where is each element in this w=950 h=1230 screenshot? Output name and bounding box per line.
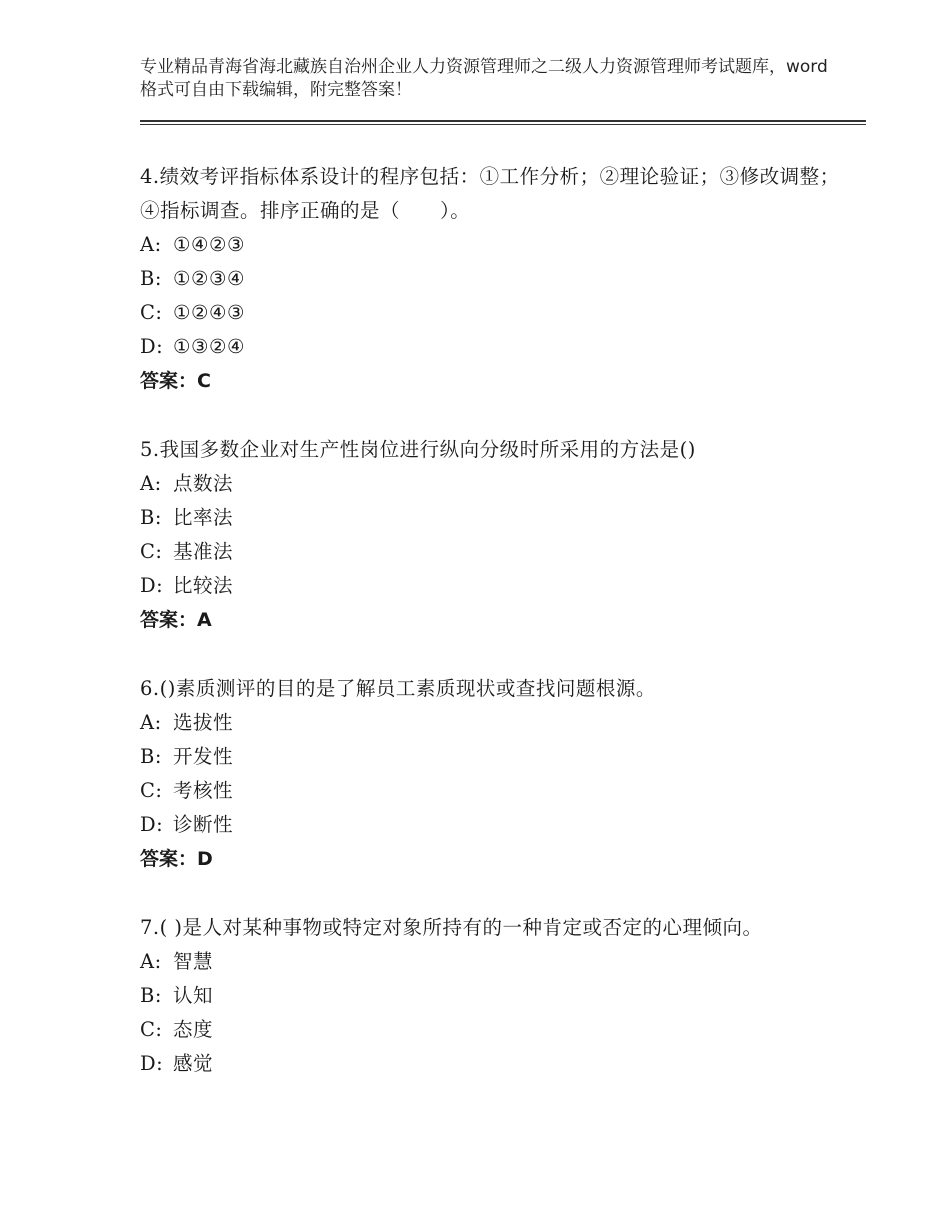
option-text: 选拔性 — [173, 711, 234, 734]
option-text: ①②③④ — [173, 267, 245, 290]
option-text: ①②④③ — [173, 301, 245, 324]
option-text: 开发性 — [173, 745, 234, 768]
option-letter: C: — [140, 1018, 163, 1041]
question-7 — [140, 911, 840, 1081]
option-c — [140, 1013, 840, 1047]
option-b — [140, 262, 840, 296]
option-d — [140, 1047, 840, 1081]
option-letter: C: — [140, 540, 163, 563]
option-letter: C: — [140, 301, 163, 324]
answer-label: 答案：A — [140, 609, 212, 631]
option-text: 态度 — [173, 1018, 214, 1041]
option-c — [140, 535, 840, 569]
question-6 — [140, 672, 840, 876]
answer-label: 答案：C — [140, 370, 211, 392]
option-letter: D: — [140, 813, 164, 836]
question-stem: 7.( )是人对某种事物或特定对象所持有的一种肯定或否定的心理倾向。 — [140, 916, 763, 939]
option-letter: D: — [140, 1052, 164, 1075]
option-text: 感觉 — [173, 1052, 214, 1075]
option-text: 智慧 — [173, 950, 214, 973]
option-b — [140, 740, 840, 774]
option-letter: B: — [140, 506, 162, 529]
option-text: 比较法 — [173, 574, 234, 597]
option-letter: C: — [140, 779, 163, 802]
option-text: 认知 — [173, 984, 214, 1007]
option-c — [140, 774, 840, 808]
option-letter: A: — [140, 950, 162, 973]
option-letter: A: — [140, 472, 162, 495]
answer-label: 答案：D — [140, 848, 213, 870]
option-a — [140, 945, 840, 979]
option-text: 诊断性 — [173, 813, 234, 836]
option-d — [140, 330, 840, 364]
option-d — [140, 808, 840, 842]
option-a — [140, 228, 840, 262]
question-stem: 4.绩效考评指标体系设计的程序包括：①工作分析；②理论验证；③修改调整；④指标调查。排序正确的是（ ）。 — [140, 165, 840, 222]
document-header-title: 专业精品青海省海北藏族自治州企业人力资源管理师之二级人力资源管理师考试题库，word格式可自由下载编辑，附完整答案！ — [140, 57, 828, 100]
option-letter: A: — [140, 233, 162, 256]
option-text: 点数法 — [173, 472, 234, 495]
option-text: 比率法 — [173, 506, 234, 529]
option-text: ①④②③ — [173, 233, 245, 256]
option-letter: D: — [140, 335, 164, 358]
question-stem: 6.()素质测评的目的是了解员工素质现状或查找问题根源。 — [140, 677, 656, 700]
option-d — [140, 569, 840, 603]
option-letter: B: — [140, 745, 162, 768]
option-text: 基准法 — [173, 540, 234, 563]
option-letter: B: — [140, 267, 162, 290]
question-5 — [140, 433, 840, 637]
option-a — [140, 467, 840, 501]
option-letter: D: — [140, 574, 164, 597]
option-b — [140, 501, 840, 535]
question-stem: 5.我国多数企业对生产性岗位进行纵向分级时所采用的方法是() — [140, 438, 696, 461]
header-divider — [140, 120, 866, 125]
option-a — [140, 706, 840, 740]
option-letter: B: — [140, 984, 162, 1007]
question-4 — [140, 160, 840, 398]
option-b — [140, 979, 840, 1013]
option-text: ①③②④ — [173, 335, 245, 358]
option-letter: A: — [140, 711, 162, 734]
option-text: 考核性 — [173, 779, 234, 802]
option-c — [140, 296, 840, 330]
